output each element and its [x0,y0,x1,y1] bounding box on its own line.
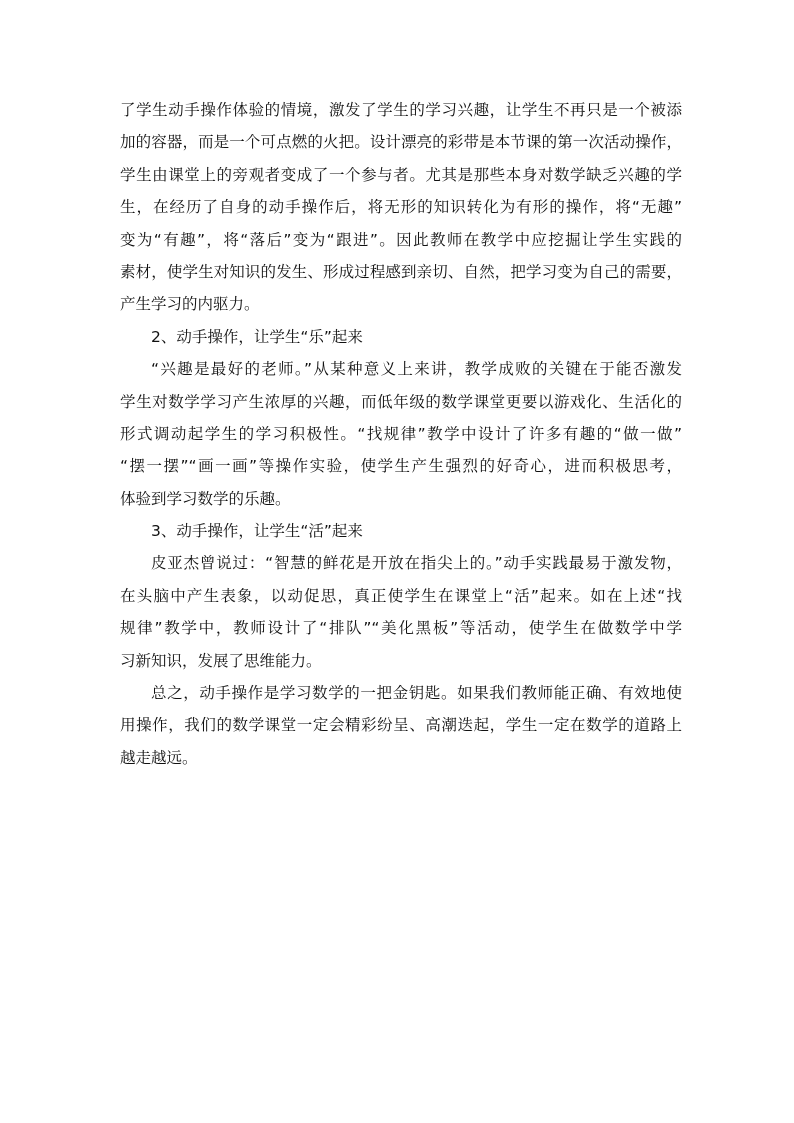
text-line: 形式调动起学生的学习积极性。“找规律”教学中设计了许多有趣的“做一做” [120,424,682,443]
section-heading: 3、动手操作，让学生“活”起来 [151,522,363,541]
document-body [120,94,682,774]
text-line: “兴趣是最好的老师。”从某种意义上来讲，教学成败的关键在于能否激发 [151,360,682,379]
text-line: 了学生动手操作体验的情境，激发了学生的学习兴趣，让学生不再只是一个被添 [120,101,682,119]
text-line: 体验到学习数学的乐趣。 [120,489,291,508]
text-line: 皮亚杰曾说过：“智慧的鲜花是开放在指尖上的。”动手实践最易于激发物， [151,554,682,573]
text-line: 生，在经历了自身的动手操作后，将无形的知识转化为有形的操作，将“无趣” [120,198,682,217]
text-line: 学生由课堂上的旁观者变成了一个参与者。尤其是那些本身对数学缺乏兴趣的学 [120,165,682,184]
text-line: 越走越远。 [120,748,198,767]
text-line: 习新知识，发展了思维能力。 [120,651,322,670]
text-line: 在头脑中产生表象，以动促思，真正使学生在课堂上“活”起来。如在上述“找 [120,586,682,605]
text-line: 用操作，我们的数学课堂一定会精彩纷呈、高潮迭起，学生一定在数学的道路上 [120,716,682,735]
text-line: 总之，动手操作是学习数学的一把金钥匙。如果我们教师能正确、有效地使 [151,684,682,703]
section-heading: 2、动手操作，让学生“乐”起来 [151,327,363,346]
text-line: 加的容器，而是一个可点燃的火把。设计漂亮的彩带是本节课的第一次活动操作， [120,133,682,152]
text-line: 产生学习的内驱力。 [120,295,260,314]
text-line: 素材，使学生对知识的发生、形成过程感到亲切、自然，把学习变为自己的需要， [120,262,682,281]
text-line: 变为“有趣”，将“落后”变为“跟进”。因此教师在教学中应挖掘让学生实践的 [120,230,682,249]
text-line: “摆一摆”“画一画”等操作实验，使学生产生强烈的好奇心，进而积极思考， [120,457,682,476]
text-line: 规律”教学中，教师设计了“排队”“美化黑板”等活动，使学生在做数学中学 [120,619,682,638]
text-line: 学生对数学学习产生浓厚的兴趣，而低年级的数学课堂更要以游戏化、生活化的 [120,392,682,411]
